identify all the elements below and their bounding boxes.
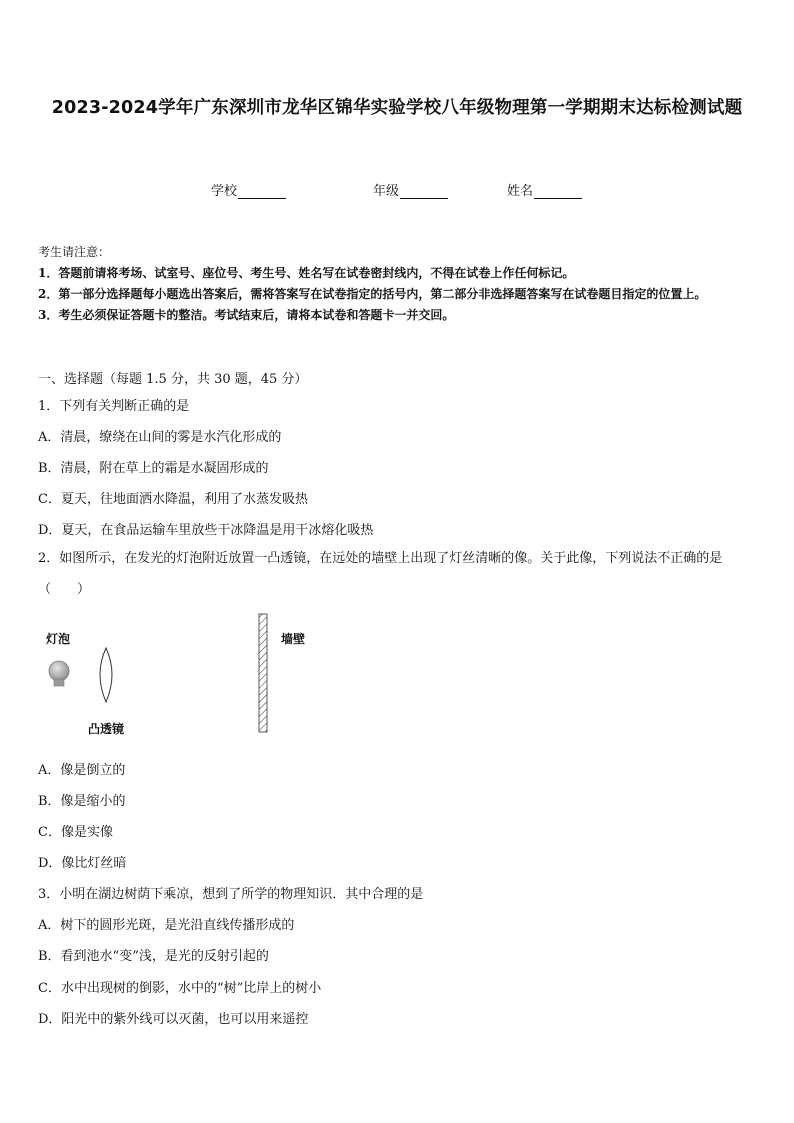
question-3-option-a: A．树下的圆形光斑，是光沿直线传播形成的 xyxy=(38,918,295,933)
name-blank[interactable] xyxy=(534,185,582,199)
bulb-icon xyxy=(49,661,69,686)
question-1-option-d: D．夏天，在食品运输车里放些干冰降温是用干冰熔化吸热 xyxy=(38,523,374,538)
convex-lens-icon xyxy=(100,648,112,702)
grade-blank[interactable] xyxy=(400,185,448,199)
school-field xyxy=(211,180,286,199)
lens-figure xyxy=(38,612,338,742)
question-3-option-b: B．看到池水“变”浅，是光的反射引起的 xyxy=(38,949,269,964)
school-blank[interactable] xyxy=(238,185,286,199)
grade-field xyxy=(373,180,448,199)
question-2-stem: 2．如图所示，在发光的灯泡附近放置一凸透镜，在远处的墙壁上出现了灯丝清晰的像。关于此像，下列说法不正确的是（ ） xyxy=(38,551,723,597)
grade-label: 年级 xyxy=(373,184,400,199)
notice-item: 3．考生必须保证答题卡的整洁。考试结束后，请将本试卷和答题卡一并交回。 xyxy=(38,308,455,322)
exam-title: 2023-2024学年广东深圳市龙华区锦华实验学校八年级物理第一学期期末达标检测试题 xyxy=(51,98,743,118)
section-heading: 一、选择题（每题 1.5 分，共 30 题，45 分） xyxy=(38,372,308,387)
question-1-option-c: C．夏天，往地面洒水降温，利用了水蒸发吸热 xyxy=(38,492,308,507)
question-1-stem: 1．下列有关判断正确的是 xyxy=(38,399,190,414)
name-field xyxy=(507,180,582,199)
question-1-option-a: A．清晨，缭绕在山间的雾是水汽化形成的 xyxy=(38,430,282,445)
figure-drawing xyxy=(38,612,338,742)
lens-label: 凸透镜 xyxy=(88,722,125,736)
school-label: 学校 xyxy=(211,184,238,199)
question-2-option-b: B．像是缩小的 xyxy=(38,794,126,809)
question-3-option-c: C．水中出现树的倒影，水中的“树”比岸上的树小 xyxy=(38,981,322,996)
bulb-label: 灯泡 xyxy=(46,632,71,646)
question-1-option-b: B．清晨，附在草上的霜是水凝固形成的 xyxy=(38,461,269,476)
notice-item: 2．第一部分选择题每小题选出答案后，需将答案写在试卷指定的括号内，第二部分非选择题答案写在试卷题目指定的位置上。 xyxy=(38,287,707,301)
wall-icon xyxy=(259,614,267,732)
notice-item: 1．答题前请将考场、试室号、座位号、考生号、姓名写在试卷密封线内，不得在试卷上作任何标记。 xyxy=(38,266,575,280)
question-2-option-a: A．像是倒立的 xyxy=(38,763,126,778)
notice-heading: 考生请注意： xyxy=(38,245,111,259)
question-3-option-d: D．阳光中的紫外线可以灭菌，也可以用来遥控 xyxy=(38,1012,309,1027)
name-label: 姓名 xyxy=(507,184,534,199)
wall-label: 墙壁 xyxy=(281,632,306,646)
question-2-option-c: C．像是实像 xyxy=(38,825,113,840)
notice-block xyxy=(38,242,760,326)
question-2-option-d: D．像比灯丝暗 xyxy=(38,856,127,871)
question-3-stem: 3．小明在湖边树荫下乘凉，想到了所学的物理知识．其中合理的是 xyxy=(38,887,424,902)
